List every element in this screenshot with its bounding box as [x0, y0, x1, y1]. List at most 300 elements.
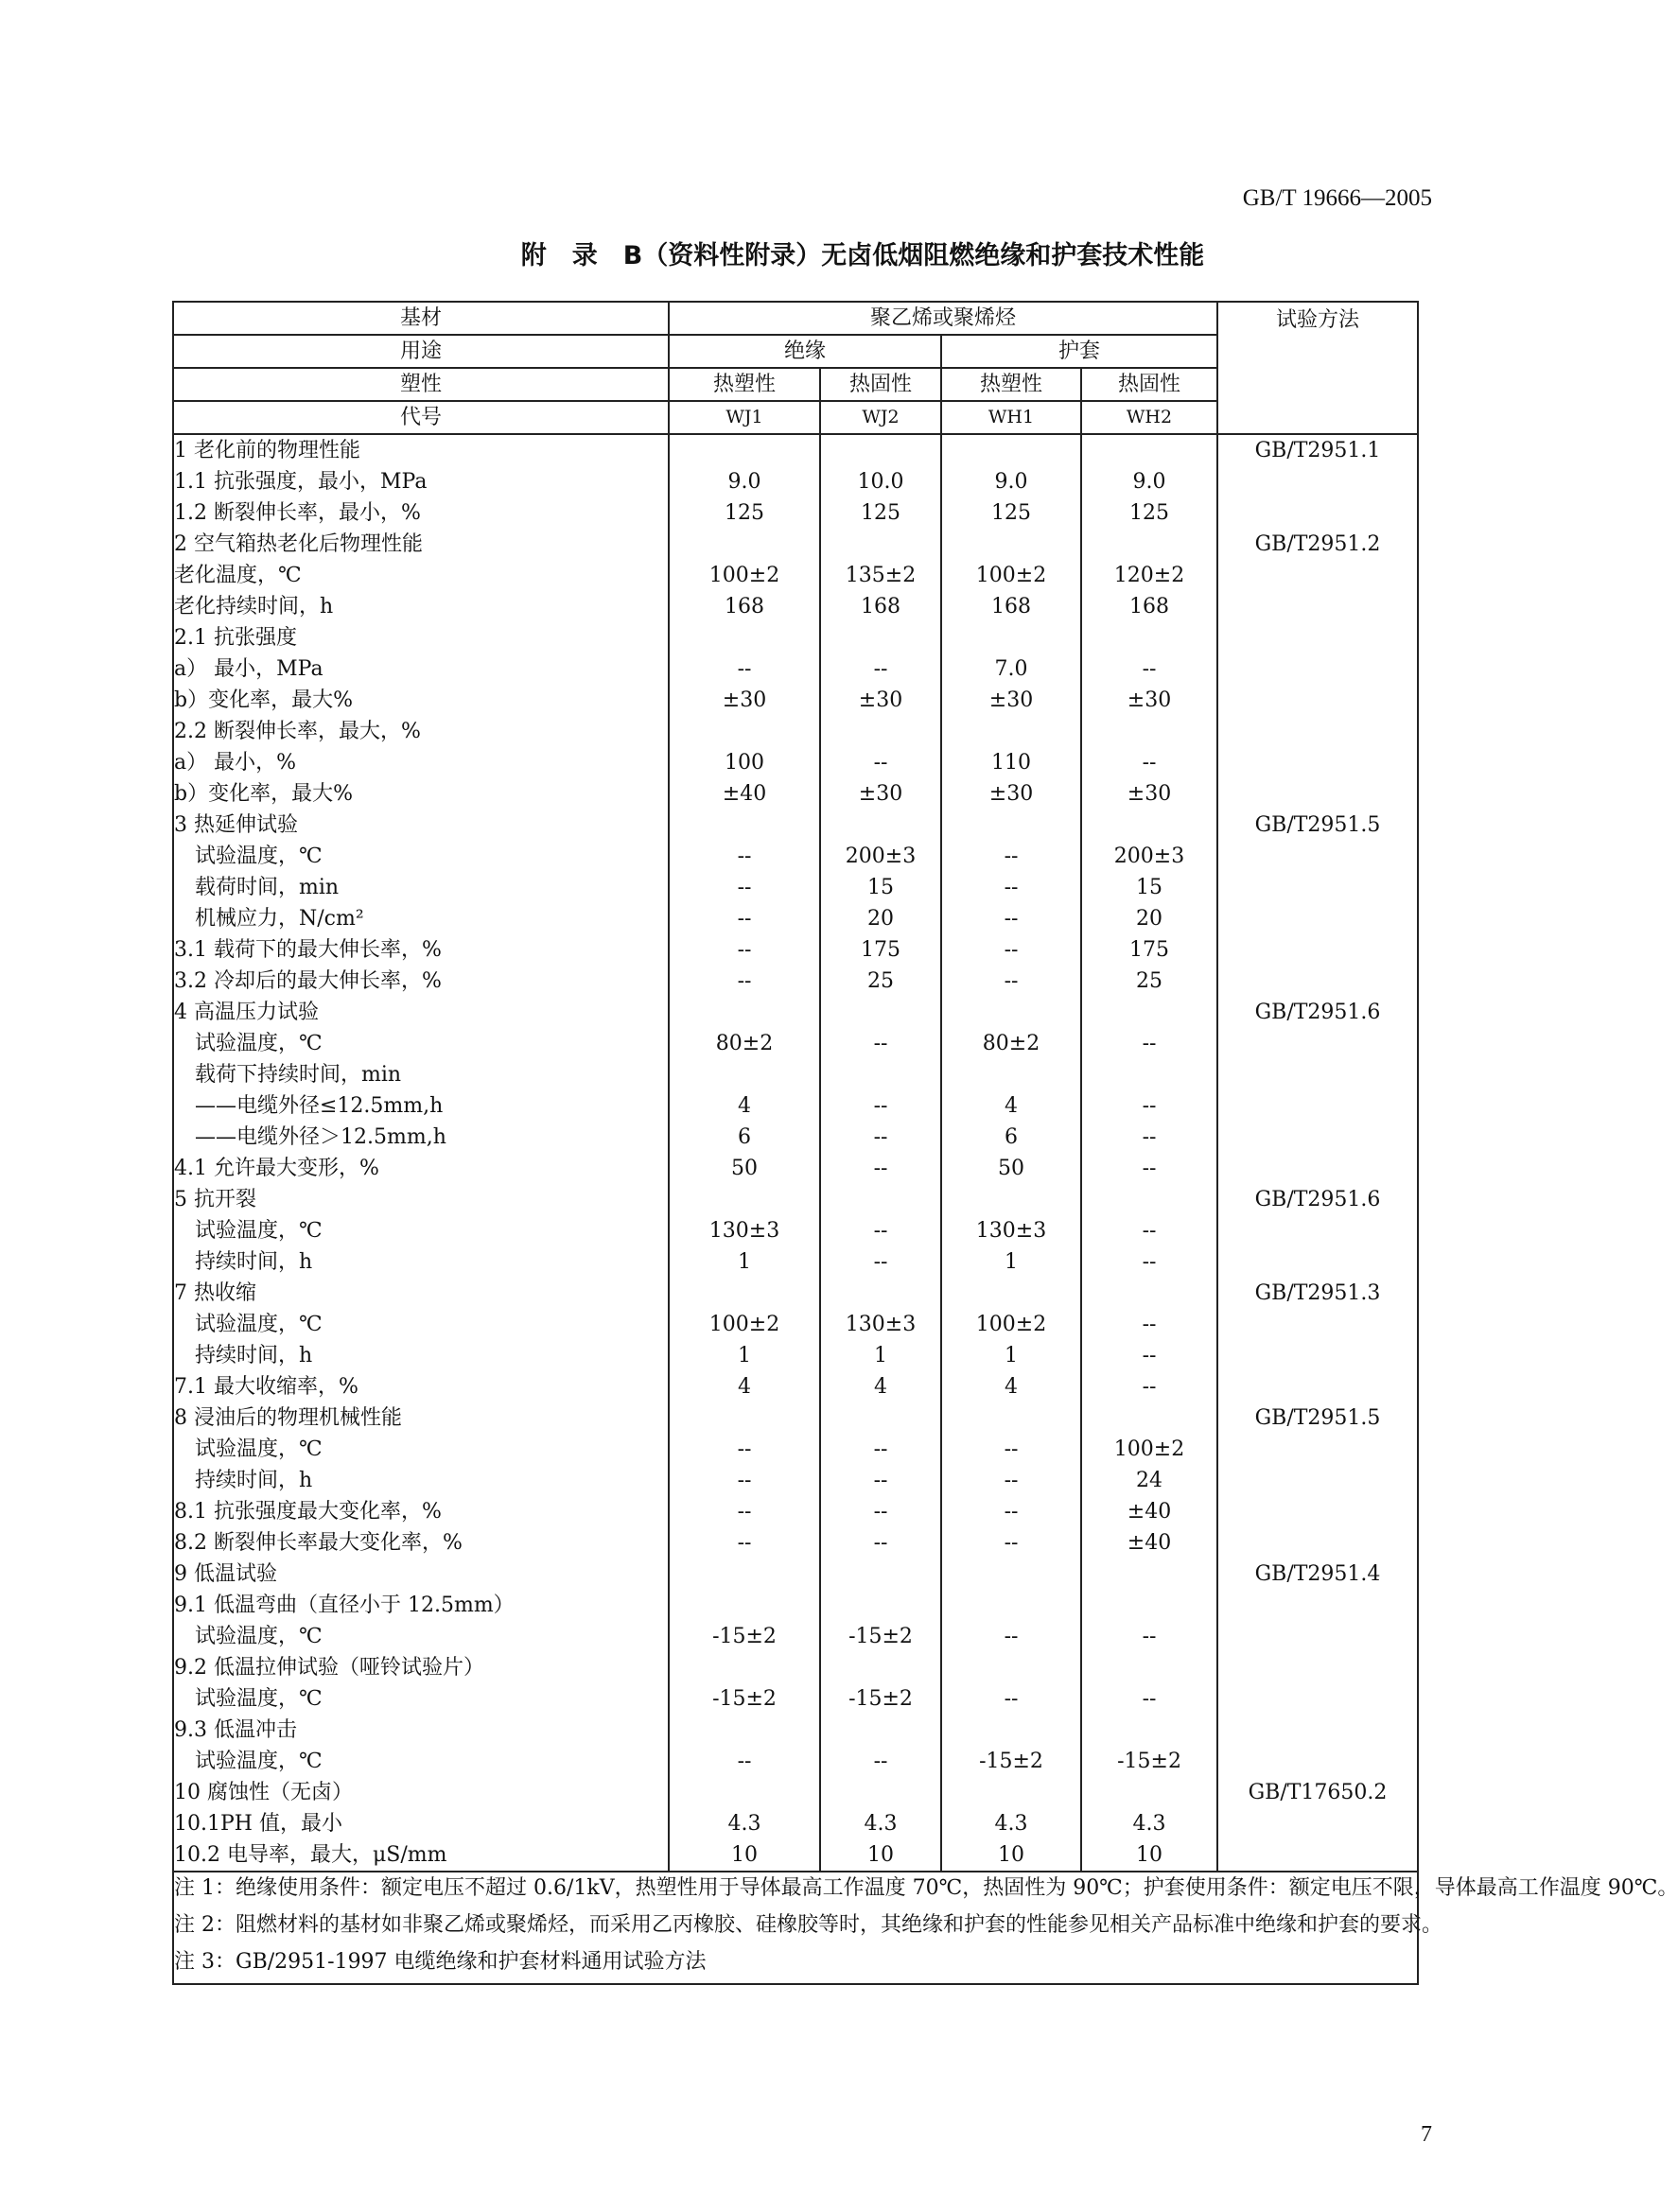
row-value: 100 [669, 747, 820, 778]
row-label: 7.1 最大收缩率，% [173, 1371, 669, 1402]
row-value [669, 997, 820, 1028]
row-method [1217, 560, 1418, 591]
row-value [1081, 1715, 1217, 1746]
row-value: 100±2 [669, 560, 820, 591]
use-sheath: 护套 [941, 335, 1217, 368]
row-value: -- [1081, 1028, 1217, 1059]
table-row [173, 1340, 1418, 1371]
row-value: -- [941, 966, 1081, 997]
row-value: -15±2 [820, 1683, 941, 1715]
row-label: 8.1 抗张强度最大变化率，% [173, 1496, 669, 1527]
row-method [1217, 716, 1418, 747]
table-row [173, 903, 1418, 934]
table-row [173, 1434, 1418, 1465]
row-value: -- [669, 934, 820, 966]
row-value [820, 1559, 941, 1590]
row-value [820, 1777, 941, 1808]
row-value [820, 716, 941, 747]
row-label: 1 老化前的物理性能 [173, 434, 669, 466]
row-method [1217, 1621, 1418, 1652]
row-method: GB/T2951.6 [1217, 1184, 1418, 1215]
row-value: -- [820, 1434, 941, 1465]
row-method [1217, 685, 1418, 716]
row-value [1081, 529, 1217, 560]
row-label: 10.2 电导率，最大，μS/mm [173, 1839, 669, 1872]
table-row [173, 1559, 1418, 1590]
row-method [1217, 778, 1418, 810]
plastic-wh2: 热固性 [1081, 368, 1217, 401]
row-value [669, 1059, 820, 1090]
table-row [173, 716, 1418, 747]
row-value: 25 [1081, 966, 1217, 997]
table-row [173, 466, 1418, 497]
row-label: 机械应力，N/cm² [173, 903, 669, 934]
row-value: -- [669, 1496, 820, 1527]
row-value [941, 1652, 1081, 1683]
row-value: 4 [941, 1090, 1081, 1122]
row-method [1217, 466, 1418, 497]
table-row [173, 997, 1418, 1028]
row-value: -- [820, 653, 941, 685]
row-method [1217, 841, 1418, 872]
row-value: -- [1081, 1340, 1217, 1371]
row-value [820, 434, 941, 466]
row-value: -- [1081, 1153, 1217, 1184]
notes-cell [173, 1872, 1678, 1984]
appendix-title: 附 录 B（资料性附录）无卤低烟阻燃绝缘和护套技术性能 [520, 241, 1205, 270]
row-value: -- [941, 841, 1081, 872]
row-value [941, 810, 1081, 841]
row-value: -- [669, 841, 820, 872]
row-value: ±40 [669, 778, 820, 810]
row-label: ——电缆外径＞12.5mm,h [173, 1122, 669, 1153]
row-value: -- [669, 1465, 820, 1496]
row-value [1081, 1559, 1217, 1590]
row-value: -- [941, 1527, 1081, 1559]
row-value [820, 1059, 941, 1090]
row-value: 4 [820, 1371, 941, 1402]
table-row [173, 747, 1418, 778]
base-value: 聚乙烯或聚烯烃 [669, 302, 1217, 335]
code-wh2: WH2 [1081, 401, 1217, 434]
row-label: 5 抗开裂 [173, 1184, 669, 1215]
table-row [173, 1496, 1418, 1527]
row-value: -- [941, 1434, 1081, 1465]
row-value: 1 [941, 1340, 1081, 1371]
table-row [173, 1246, 1418, 1278]
row-value: 80±2 [669, 1028, 820, 1059]
row-value [669, 1559, 820, 1590]
table-row [173, 622, 1418, 653]
note-1: 注 1：绝缘使用条件：额定电压不超过 0.6/1kV，热塑性用于导体最高工作温度 70℃，热固性为 90℃；护套使用条件：额定电压不限，导体最高工作温度 90℃。 [174, 1876, 1678, 1900]
row-value: 135±2 [820, 560, 941, 591]
row-value: 4 [941, 1371, 1081, 1402]
row-label: 9.3 低温冲击 [173, 1715, 669, 1746]
row-value: -- [820, 1090, 941, 1122]
row-value [669, 529, 820, 560]
row-method [1217, 934, 1418, 966]
row-value [669, 716, 820, 747]
row-value [941, 716, 1081, 747]
row-label: 载荷下持续时间，min [173, 1059, 669, 1090]
notes-row [173, 1872, 1418, 1984]
row-method [1217, 1309, 1418, 1340]
row-label: 2.2 断裂伸长率，最大，% [173, 716, 669, 747]
row-label: 8 浸油后的物理机械性能 [173, 1402, 669, 1434]
row-label: 3.1 载荷下的最大伸长率，% [173, 934, 669, 966]
row-label: 老化持续时间，h [173, 591, 669, 622]
row-value [941, 1777, 1081, 1808]
row-label: 1.2 断裂伸长率，最小，% [173, 497, 669, 529]
row-value: -- [669, 1527, 820, 1559]
row-value: 175 [1081, 934, 1217, 966]
row-label: 4 高温压力试验 [173, 997, 669, 1028]
row-value: 24 [1081, 1465, 1217, 1496]
table-row [173, 434, 1418, 466]
row-method [1217, 1465, 1418, 1496]
table-row [173, 778, 1418, 810]
row-method [1217, 1808, 1418, 1839]
row-value: 4.3 [1081, 1808, 1217, 1839]
row-label: a） 最小，% [173, 747, 669, 778]
code-wj2: WJ2 [820, 401, 941, 434]
row-value: 10 [941, 1839, 1081, 1872]
row-method [1217, 1153, 1418, 1184]
table-row [173, 1215, 1418, 1246]
row-value: 200±3 [1081, 841, 1217, 872]
row-value: -15±2 [1081, 1746, 1217, 1777]
row-value: 15 [1081, 872, 1217, 903]
row-value [1081, 1184, 1217, 1215]
row-value: -- [1081, 747, 1217, 778]
row-method [1217, 1590, 1418, 1621]
row-method [1217, 622, 1418, 653]
row-method [1217, 1215, 1418, 1246]
row-value: 9.0 [1081, 466, 1217, 497]
row-method: GB/T2951.5 [1217, 1402, 1418, 1434]
row-value [820, 1184, 941, 1215]
row-value: 10 [820, 1839, 941, 1872]
row-value: 200±3 [820, 841, 941, 872]
row-value: ±30 [669, 685, 820, 716]
row-value: 100±2 [669, 1309, 820, 1340]
row-method: GB/T2951.2 [1217, 529, 1418, 560]
row-value: ±30 [820, 685, 941, 716]
row-value: -- [820, 1465, 941, 1496]
row-label: 试验温度，℃ [173, 1746, 669, 1777]
row-method [1217, 1715, 1418, 1746]
row-method: GB/T2951.4 [1217, 1559, 1418, 1590]
row-value [1081, 1777, 1217, 1808]
row-value [941, 1278, 1081, 1309]
row-value: 120±2 [1081, 560, 1217, 591]
table-row [173, 1122, 1418, 1153]
row-label: 试验温度，℃ [173, 1028, 669, 1059]
row-value: ±30 [941, 685, 1081, 716]
row-value [941, 622, 1081, 653]
table-row [173, 529, 1418, 560]
table-row [173, 1839, 1418, 1872]
row-value [820, 997, 941, 1028]
row-label: 试验温度，℃ [173, 1309, 669, 1340]
table-row [173, 560, 1418, 591]
row-method [1217, 1090, 1418, 1122]
row-label: 3 热延伸试验 [173, 810, 669, 841]
page-number: 7 [1421, 2122, 1432, 2147]
row-value: 125 [941, 497, 1081, 529]
row-value: -- [941, 934, 1081, 966]
use-insulation: 绝缘 [669, 335, 941, 368]
row-label: 载荷时间，min [173, 872, 669, 903]
row-label: 试验温度，℃ [173, 1215, 669, 1246]
row-value: 125 [1081, 497, 1217, 529]
row-value [669, 1777, 820, 1808]
row-value: 25 [820, 966, 941, 997]
code-wj1: WJ1 [669, 401, 820, 434]
table-row [173, 1090, 1418, 1122]
row-label: 4.1 允许最大变形，% [173, 1153, 669, 1184]
row-method [1217, 966, 1418, 997]
table-row [173, 934, 1418, 966]
row-value: 50 [941, 1153, 1081, 1184]
table-row [173, 966, 1418, 997]
row-method [1217, 747, 1418, 778]
row-value: 1 [669, 1246, 820, 1278]
spec-table [172, 301, 1678, 1985]
row-value: ±40 [1081, 1496, 1217, 1527]
row-value: -- [820, 1246, 941, 1278]
row-value: 80±2 [941, 1028, 1081, 1059]
row-value: -- [941, 1496, 1081, 1527]
row-label: 持续时间，h [173, 1246, 669, 1278]
table-row [173, 1527, 1418, 1559]
row-value: 4.3 [669, 1808, 820, 1839]
row-value [669, 1652, 820, 1683]
row-value: -- [1081, 1683, 1217, 1715]
row-value: -15±2 [820, 1621, 941, 1652]
row-value: 20 [820, 903, 941, 934]
row-value: 100±2 [941, 1309, 1081, 1340]
code-label: 代号 [173, 401, 669, 434]
row-method [1217, 1683, 1418, 1715]
table-row [173, 1371, 1418, 1402]
method-label: 试验方法 [1217, 302, 1418, 434]
row-value: 4 [669, 1090, 820, 1122]
row-value [941, 1715, 1081, 1746]
row-value [820, 810, 941, 841]
table-row [173, 1652, 1418, 1683]
table-row [173, 685, 1418, 716]
row-value: 110 [941, 747, 1081, 778]
row-value [820, 1402, 941, 1434]
row-value: 20 [1081, 903, 1217, 934]
table-row [173, 1465, 1418, 1496]
row-value: -- [941, 903, 1081, 934]
row-method [1217, 1434, 1418, 1465]
row-label: b）变化率，最大% [173, 685, 669, 716]
table-row [173, 1278, 1418, 1309]
table-row [173, 1590, 1418, 1621]
code-wh1: WH1 [941, 401, 1081, 434]
row-value: -- [820, 1122, 941, 1153]
row-method [1217, 653, 1418, 685]
row-value: -- [941, 1683, 1081, 1715]
row-value [820, 1590, 941, 1621]
row-label: 持续时间，h [173, 1340, 669, 1371]
table-row [173, 1777, 1418, 1808]
row-value [669, 1715, 820, 1746]
table-row [173, 591, 1418, 622]
row-label: 2 空气箱热老化后物理性能 [173, 529, 669, 560]
row-label: 试验温度，℃ [173, 1683, 669, 1715]
row-method: GB/T2951.1 [1217, 434, 1418, 466]
row-value: -- [820, 1496, 941, 1527]
row-value: -- [669, 1746, 820, 1777]
table-row [173, 1746, 1418, 1777]
row-value: -- [1081, 1621, 1217, 1652]
row-label: 2.1 抗张强度 [173, 622, 669, 653]
row-value: 6 [669, 1122, 820, 1153]
row-value [820, 529, 941, 560]
row-method [1217, 903, 1418, 934]
row-value: -- [820, 747, 941, 778]
table-row [173, 810, 1418, 841]
row-value: ±30 [820, 778, 941, 810]
row-value: -15±2 [669, 1683, 820, 1715]
row-value: 168 [941, 591, 1081, 622]
row-method [1217, 1496, 1418, 1527]
table-row [173, 497, 1418, 529]
row-value [941, 1590, 1081, 1621]
row-value: 130±3 [669, 1215, 820, 1246]
row-value [941, 1559, 1081, 1590]
use-label: 用途 [173, 335, 669, 368]
plastic-wh1: 热塑性 [941, 368, 1081, 401]
row-label: 10.1PH 值，最小 [173, 1808, 669, 1839]
row-value: -- [669, 1434, 820, 1465]
row-value: -- [941, 1621, 1081, 1652]
row-label: 8.2 断裂伸长率最大变化率，% [173, 1527, 669, 1559]
row-value: -- [1081, 1122, 1217, 1153]
table-row [173, 1808, 1418, 1839]
table-row [173, 1683, 1418, 1715]
row-method: GB/T17650.2 [1217, 1777, 1418, 1808]
row-value [941, 529, 1081, 560]
row-value [1081, 716, 1217, 747]
row-method [1217, 497, 1418, 529]
row-value: ±30 [1081, 778, 1217, 810]
table-row [173, 1028, 1418, 1059]
row-method [1217, 591, 1418, 622]
row-value: 1 [820, 1340, 941, 1371]
row-value: -- [820, 1746, 941, 1777]
row-value [820, 1715, 941, 1746]
row-value [941, 1402, 1081, 1434]
row-value: 7.0 [941, 653, 1081, 685]
row-label: 9.2 低温拉伸试验（哑铃试验片） [173, 1652, 669, 1683]
row-value: -- [820, 1215, 941, 1246]
row-value: 6 [941, 1122, 1081, 1153]
row-value: -- [941, 1465, 1081, 1496]
row-value: -- [669, 966, 820, 997]
row-value: -- [820, 1028, 941, 1059]
row-method: GB/T2951.5 [1217, 810, 1418, 841]
row-value: -- [820, 1153, 941, 1184]
row-value [941, 434, 1081, 466]
row-value: 1 [941, 1246, 1081, 1278]
row-value: 4.3 [820, 1808, 941, 1839]
row-value [820, 622, 941, 653]
table-row [173, 1621, 1418, 1652]
row-value: 4.3 [941, 1808, 1081, 1839]
row-label: b）变化率，最大% [173, 778, 669, 810]
row-value: 10 [669, 1839, 820, 1872]
row-value: 168 [1081, 591, 1217, 622]
row-method [1217, 1527, 1418, 1559]
row-value [669, 434, 820, 466]
row-value [941, 997, 1081, 1028]
row-value [669, 1184, 820, 1215]
row-value: 175 [820, 934, 941, 966]
table-row [173, 1402, 1418, 1434]
row-value [941, 1184, 1081, 1215]
row-value: -- [941, 872, 1081, 903]
row-value: 100±2 [941, 560, 1081, 591]
row-method [1217, 1028, 1418, 1059]
row-value: 168 [669, 591, 820, 622]
table-row [173, 1309, 1418, 1340]
row-value: -- [1081, 1090, 1217, 1122]
row-value [820, 1652, 941, 1683]
row-method [1217, 1652, 1418, 1683]
row-value: ±30 [941, 778, 1081, 810]
row-method [1217, 1839, 1418, 1872]
row-value: 100±2 [1081, 1434, 1217, 1465]
row-value [669, 1590, 820, 1621]
row-value [941, 1059, 1081, 1090]
row-method: GB/T2951.3 [1217, 1278, 1418, 1309]
row-label: 10 腐蚀性（无卤） [173, 1777, 669, 1808]
row-value: 125 [669, 497, 820, 529]
row-value: 130±3 [941, 1215, 1081, 1246]
row-value [669, 1278, 820, 1309]
plastic-label: 塑性 [173, 368, 669, 401]
table-row [173, 1184, 1418, 1215]
row-value [1081, 997, 1217, 1028]
row-label: 3.2 冷却后的最大伸长率，% [173, 966, 669, 997]
row-value: 1 [669, 1340, 820, 1371]
row-method [1217, 1059, 1418, 1090]
row-value: 168 [820, 591, 941, 622]
row-method [1217, 1371, 1418, 1402]
row-value: 50 [669, 1153, 820, 1184]
header-row-base [173, 302, 1418, 335]
table-row [173, 872, 1418, 903]
row-value: -- [669, 653, 820, 685]
row-value: ±30 [1081, 685, 1217, 716]
table-row [173, 841, 1418, 872]
row-value: 4 [669, 1371, 820, 1402]
row-label: 9 低温试验 [173, 1559, 669, 1590]
row-label: 试验温度，℃ [173, 841, 669, 872]
row-value: 9.0 [941, 466, 1081, 497]
row-value: 15 [820, 872, 941, 903]
row-value: -- [1081, 1246, 1217, 1278]
row-label: 1.1 抗张强度，最小，MPa [173, 466, 669, 497]
row-value [1081, 810, 1217, 841]
row-value [1081, 434, 1217, 466]
row-value [820, 1278, 941, 1309]
